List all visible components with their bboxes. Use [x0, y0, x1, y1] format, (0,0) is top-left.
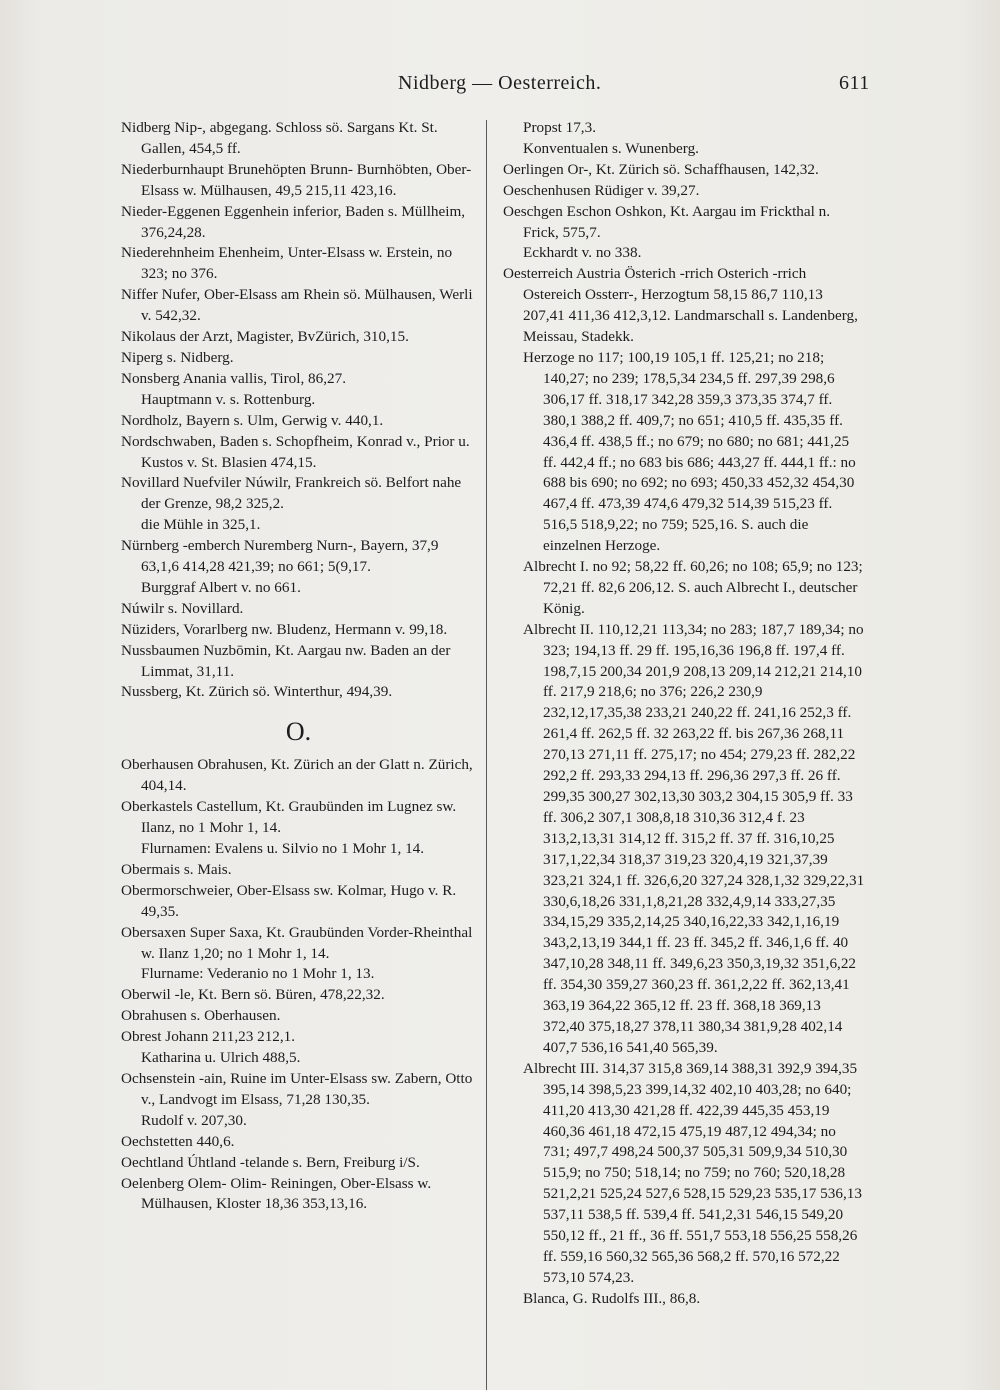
index-entry: Oechtland Úhtland -telande s. Bern, Freiburg i/S.	[121, 1153, 420, 1171]
section-letter: O.	[285, 717, 312, 747]
index-entries-n	[121, 118, 476, 703]
index-subentry: Katharina u. Ulrich 488,5.	[141, 1049, 301, 1067]
left-column	[121, 118, 476, 1215]
index-entry: Nieder-Eggenen Eggenhein inferior, Baden s. Müllheim, 376,24,28.	[121, 202, 466, 241]
index-entry: Nordschwaben, Baden s. Schopfheim, Konrad v., Prior u. Kustos v. St. Blasien 474,15.	[121, 432, 470, 471]
index-entry: Oeschenhusen Rüdiger v. 39,27.	[503, 181, 700, 199]
index-entry: Oeschgen Eschon Oshkon, Kt. Aargau im Frickthal n. Frick, 575,7.	[503, 202, 831, 241]
index-entry: Niederburnhaupt Brunehöpten Brunn- Burnhöbten, Ober-Elsass w. Mülhausen, 49,5 215,11 423,16.	[121, 160, 472, 199]
page-title: Nidberg — Oesterreich.	[398, 72, 602, 94]
index-entry: Obrest Johann 211,23 212,1.	[121, 1028, 296, 1046]
index-subentry: die Mühle in 325,1.	[141, 516, 261, 534]
index-entry: Niederehnheim Ehenheim, Unter-Elsass w. Erstein, no 323; no 376.	[121, 244, 453, 283]
page-number: 611	[839, 72, 870, 94]
index-subentry: Albrecht III. 314,37 315,8 369,14 388,31 392,9 394,35 395,14 398,5,23 399,14,32 402,10 403,28; no 640; 411,20 413,30 421,28 ff. 422,39 445,35 453,19 460,36 461,18 472,15 475,19 487,12 494,34; no 731; 497,7 498,24 500,37 505,31 509,9,34 510,30 515,9; no 750; 518,14; no 759; no 760; 520,18,28 521,2,21 525,24 527,6 528,15 529,23 535,17 536,13 537,11 538,5 ff. 539,4 ff. 541,2,31 546,15 549,20 550,12 ff., 21 ff., 36 ff. 551,7 553,18 556,25 558,26 ff. 559,16 560,32 565,36 568,2 ff. 570,16 572,22 573,10 574,23.	[523, 1059, 862, 1286]
index-entry: Nidberg Nip-, abgegang. Schloss sö. Sargans Kt. St. Gallen, 454,5 ff.	[121, 119, 438, 157]
index-entry: Obermais s. Mais.	[121, 860, 232, 878]
index-entry: Nussberg, Kt. Zürich sö. Winterthur, 494,39.	[121, 683, 393, 701]
index-entry: Oechstetten 440,6.	[121, 1132, 235, 1150]
index-subentry: Propst 17,3.	[523, 119, 596, 136]
running-header	[0, 72, 1000, 102]
index-entry: Oberhausen Obrahusen, Kt. Zürich an der Glatt n. Zürich, 404,14.	[121, 756, 473, 795]
column-divider	[486, 120, 487, 1390]
index-entry: Niffer Nufer, Ober-Elsass am Rhein sö. Mülhausen, Werli v. 542,32.	[121, 286, 473, 325]
index-entry: Oelenberg Olem- Olim- Reiningen, Ober-Elsass w. Mülhausen, Kloster 18,36 353,13,16.	[121, 1174, 432, 1213]
index-entry: Nordholz, Bayern s. Ulm, Gerwig v. 440,1.	[121, 411, 384, 429]
index-subentry: Albrecht II. 110,12,21 113,34; no 283; 187,7 189,34; no 323; 194,13 ff. 29 ff. 195,16,36 196,8 ff. 197,4 ff. 198,7,15 200,34 201,9 208,13 209,14 212,21 214,10 ff. 217,9 218,6; no 376; 226,2 230,9 232,12,17,35,38 233,21 240,22 ff. 241,16 252,3 ff. 261,4 ff. 262,5 ff. 32 263,22 ff. bis 267,36 268,11 270,13 271,11 ff. 275,17; no 454; 279,23 ff. 282,22 292,2 ff. 293,33 294,13 ff. 296,36 297,3 ff. 26 ff. 299,35 300,27 302,13,30 303,2 304,15 305,9 ff. 33 ff. 306,2 307,1 308,8,18 310,36 312,4 f. 23 313,2,13,31 314,12 ff. 315,2 ff. 37 ff. 316,10,25 317,1,22,34 318,37 319,23 320,4,19 321,37,39 323,21 324,1 ff. 326,6,20 327,24 328,1,32 329,22,31 330,6,18,26 331,1,8,21,28 332,4,9,14 333,27,35 334,15,29 335,2,14,25 340,16,22,33 342,1,16,19 343,2,13,19 344,1 ff. 23 ff. 345,2 ff. 346,1,6 ff. 40 347,10,28 348,11 ff. 349,6,23 350,3,19,32 351,6,22 ff. 354,30 359,27 360,23 ff. 361,2,22 ff. 362,13,41 363,19 364,22 365,12 ff. 23 ff. 368,18 369,13 372,40 375,18,27 378,11 380,34 381,9,28 402,14 407,7 536,16 541,40 565,39.	[523, 620, 865, 1056]
index-entry: Nussbaumen Nuzbōmin, Kt. Aargau nw. Baden an der Limmat, 31,11.	[121, 641, 451, 680]
index-entry: Obrahusen s. Oberhausen.	[121, 1007, 281, 1025]
index-subentry: Burggraf Albert v. no 661.	[141, 578, 301, 596]
right-column	[503, 118, 865, 1310]
index-entries-oe	[503, 118, 865, 1310]
index-entry: Oberkastels Castellum, Kt. Graubünden im Lugnez sw. Ilanz, no 1 Mohr 1, 14.	[121, 798, 457, 837]
index-entry: Nüziders, Vorarlberg nw. Bludenz, Hermann v. 99,18.	[121, 620, 448, 638]
index-subentry: Konventualen s. Wunenberg.	[523, 139, 699, 157]
index-entries-o	[121, 755, 476, 1215]
index-entry: Oerlingen Or-, Kt. Zürich sö. Schaffhausen, 142,32.	[503, 160, 819, 178]
index-entry: Obersaxen Super Saxa, Kt. Graubünden Vorder-Rheinthal w. Ilanz 1,20; no 1 Mohr 1, 14.	[121, 923, 473, 962]
index-subentry: Flurname: Vederanio no 1 Mohr 1, 13.	[141, 965, 375, 983]
index-subentry: Herzoge no 117; 100,19 105,1 ff. 125,21; no 218; 140,27; no 239; 178,5,34 234,5 ff. 297,39 298,6 306,17 ff. 318,17 342,28 359,3 373,35 374,7 ff. 380,1 388,2 ff. 409,7; no 651; 410,5 ff. 435,35 ff. 436,4 ff. 438,5 ff.; no 679; no 680; no 681; 441,25 ff. 442,4 ff.; no 683 bis 686; 443,27 ff. 444,1 ff.: no 688 bis 690; no 692; no 693; 450,33 452,32 454,30 467,4 ff. 473,39 474,6 479,32 514,39 515,23 ff. 516,5 518,9,22; no 759; 525,16. S. auch die einzelnen Herzoge.	[523, 348, 856, 555]
index-subentry: Hauptmann v. s. Rottenburg.	[141, 390, 316, 408]
index-subentry: Rudolf v. 207,30.	[141, 1111, 247, 1129]
index-subentry: Eckhardt v. no 338.	[523, 244, 642, 262]
index-subentry: Albrecht I. no 92; 58,22 ff. 60,26; no 108; 65,9; no 123; 72,21 ff. 82,6 206,12. S. auch Albrecht I., deutscher König.	[523, 558, 863, 617]
index-entry: Niperg s. Nidberg.	[121, 348, 234, 366]
index-entry: Nikolaus der Arzt, Magister, BvZürich, 310,15.	[121, 328, 409, 346]
index-entry: Núwilr s. Novillard.	[121, 599, 244, 617]
index-entry: Nürnberg -emberch Nuremberg Nurn-, Bayern, 37,9 63,1,6 414,28 421,39; no 661; 5(9,17.	[121, 537, 439, 576]
index-subentry: Flurnamen: Evalens u. Silvio no 1 Mohr 1, 14.	[141, 840, 425, 857]
index-subentry: Blanca, G. Rudolfs III., 86,8.	[523, 1289, 701, 1307]
index-entry: Ochsenstein -ain, Ruine im Unter-Elsass sw. Zabern, Otto v., Landvogt im Elsass, 71,28 130,35.	[121, 1069, 473, 1108]
index-entry: Novillard Nuefviler Núwilr, Frankreich sö. Belfort nahe der Grenze, 98,2 325,2.	[121, 474, 462, 513]
index-entry: Oberwil -le, Kt. Bern sö. Büren, 478,22,32.	[121, 986, 385, 1004]
index-entry: Oesterreich Austria Österich -rrich Osterich -rrich Ostereich Ossterr-, Herzogtum 58,15 86,7 110,13 207,41 411,36 412,3,12. Landmarschall s. Landenberg, Meissau, Stadekk.	[503, 265, 858, 346]
index-entry: Obermorschweier, Ober-Elsass sw. Kolmar, Hugo v. R. 49,35.	[121, 881, 457, 920]
index-entry: Nonsberg Anania vallis, Tirol, 86,27.	[121, 369, 347, 387]
